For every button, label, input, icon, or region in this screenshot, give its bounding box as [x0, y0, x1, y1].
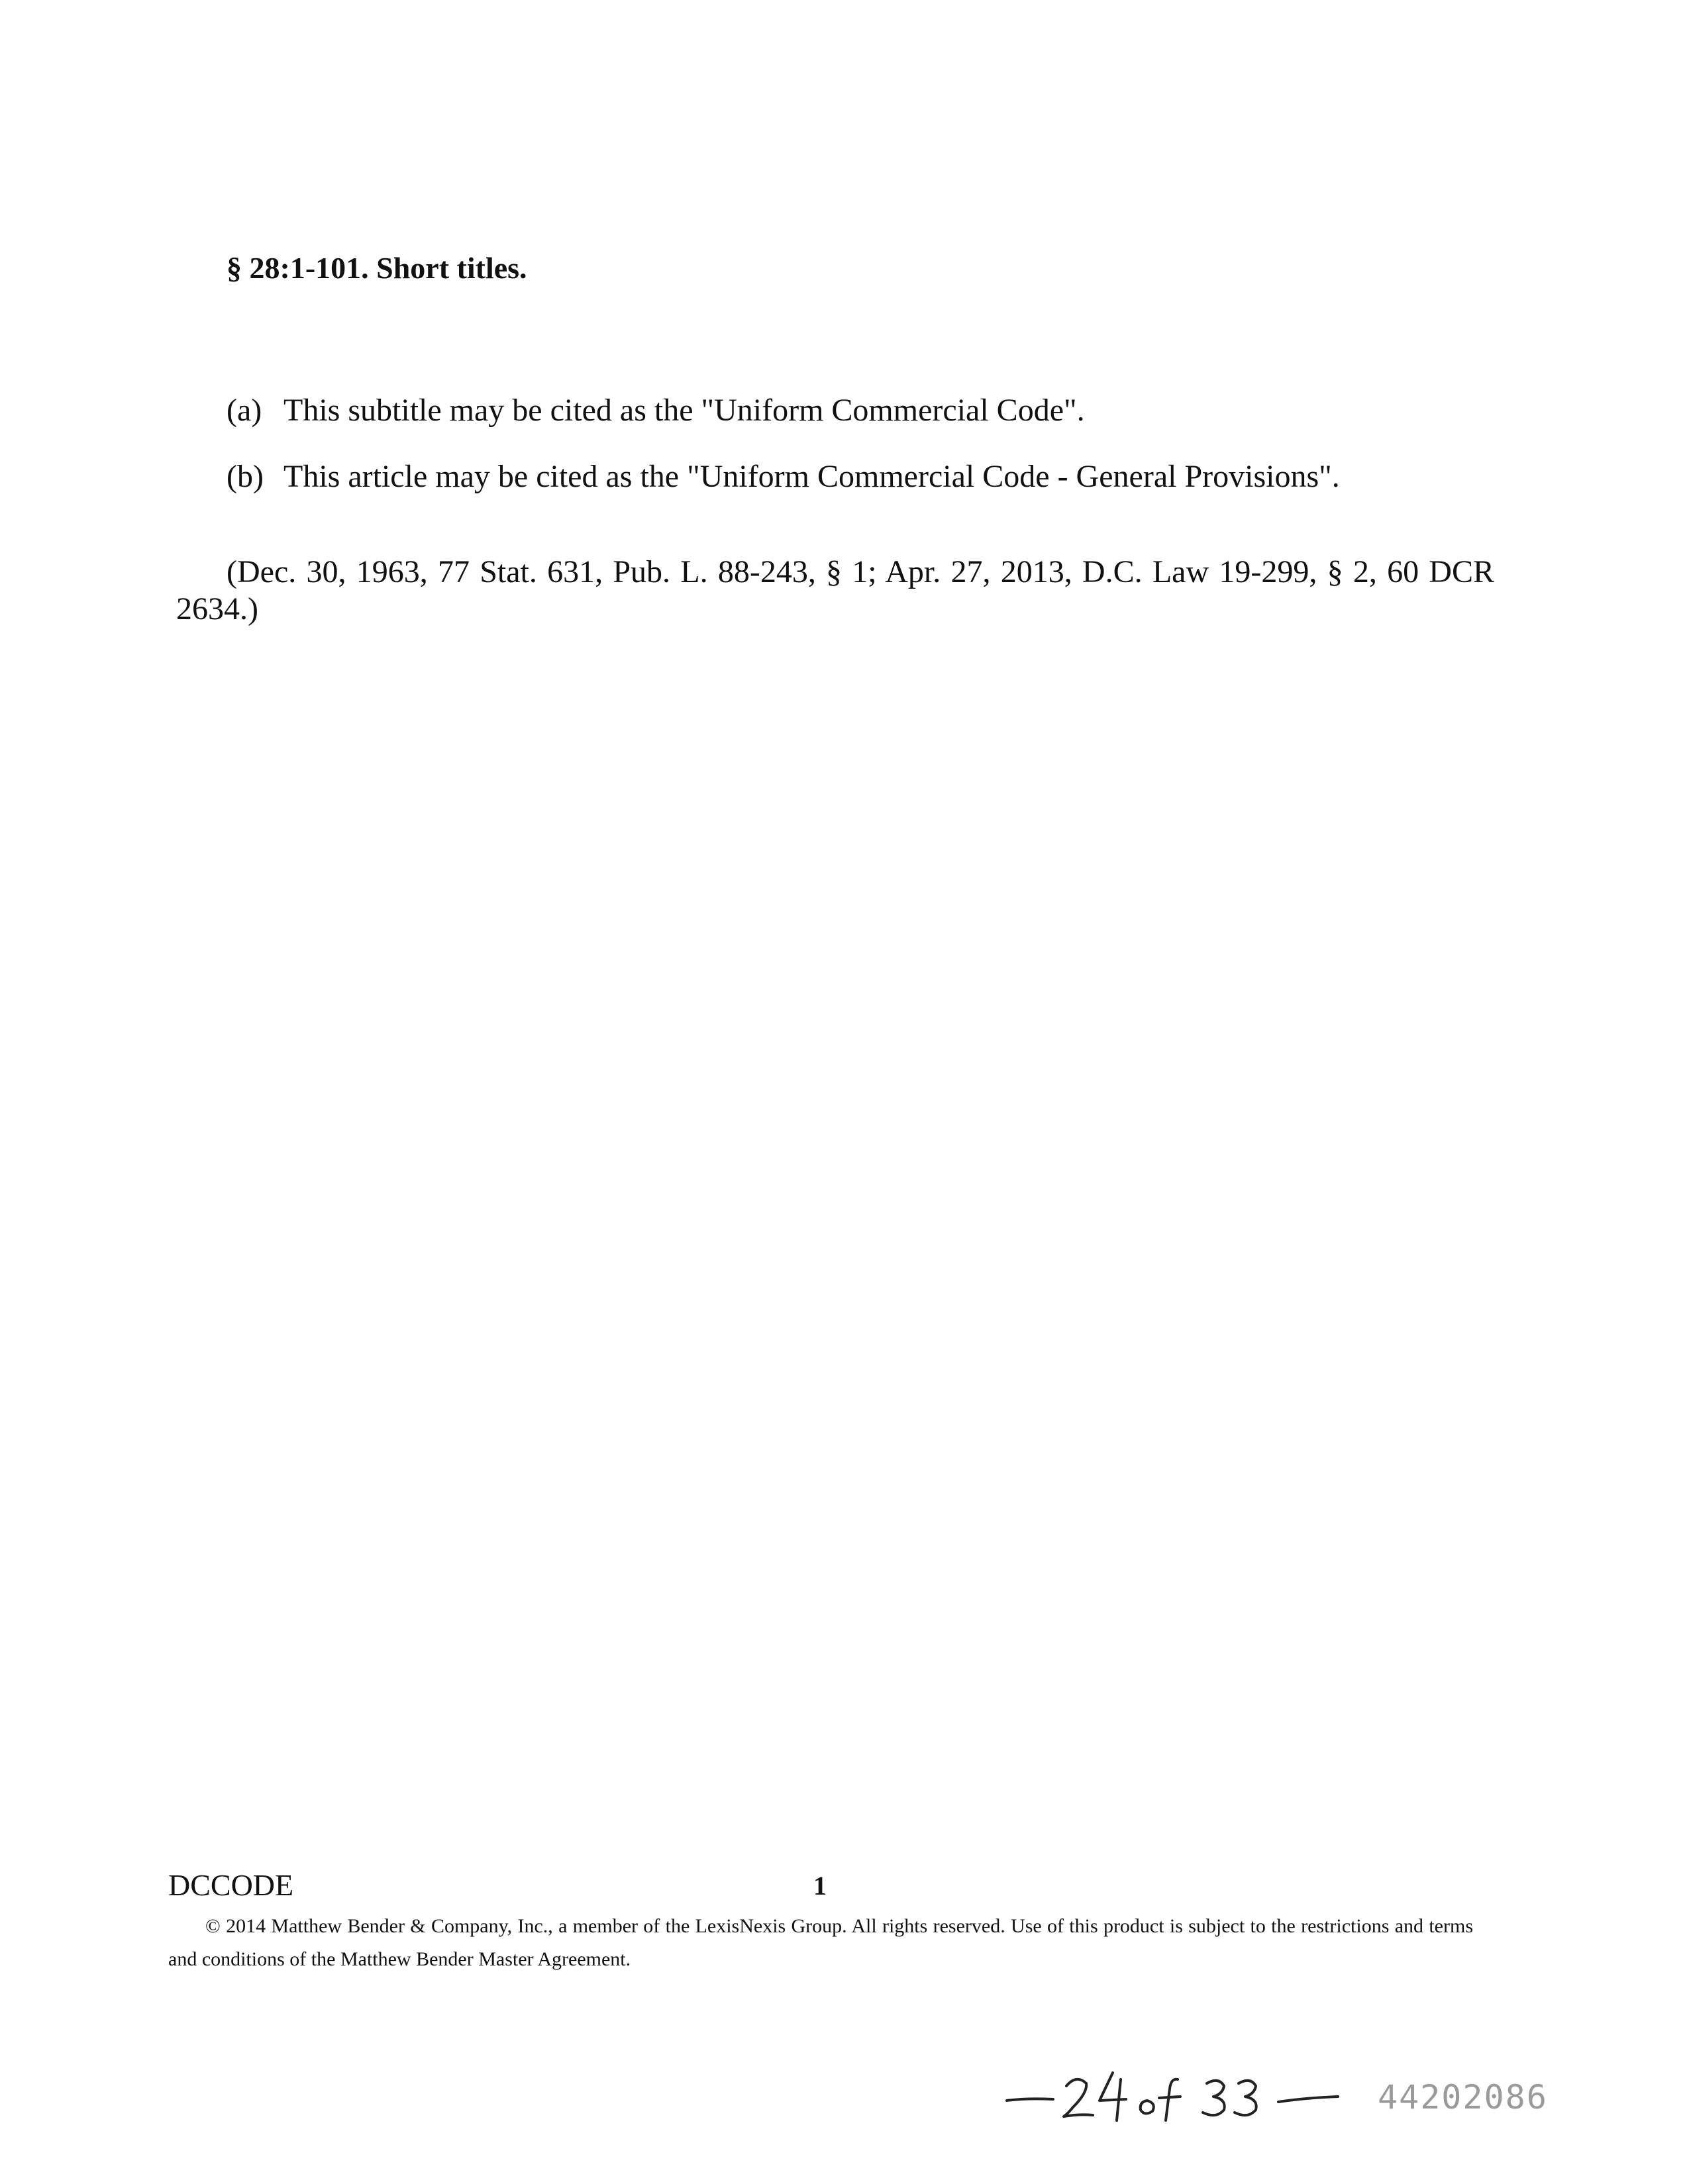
history-note: (Dec. 30, 1963, 77 Stat. 631, Pub. L. 88-243, § 1; Apr. 27, 2013, D.C. Law 19-299, § 2, 60 DCR 2634.) — [176, 554, 1494, 626]
subsection-a — [227, 392, 1085, 428]
subsection-label: (a) — [227, 393, 262, 428]
subsection-text: This article may be cited as the "Uniform Commercial Code - General Provisions". — [283, 459, 1340, 494]
subsection-text: This subtitle may be cited as the "Uniform Commercial Code". — [283, 393, 1085, 428]
subsection-b — [227, 458, 1340, 495]
handwritten-page-count — [1000, 2060, 1371, 2132]
batch-number: 44202086 — [1378, 2078, 1548, 2116]
page-footer — [168, 1867, 1493, 1905]
footer-page-number: 1 — [813, 1871, 827, 1901]
subsection-label: (b) — [227, 459, 264, 494]
copyright-notice: © 2014 Matthew Bender & Company, Inc., a member of the LexisNexis Group. All rights reserved. Use of this product is subject to the restrictions and terms and conditions of the Matthew Bender Master Agreement. — [168, 1915, 1473, 1970]
section-heading: § 28:1-101. Short titles. — [227, 251, 527, 285]
page-stamp — [1000, 2060, 1596, 2132]
footer-source: DCCODE — [168, 1868, 294, 1902]
